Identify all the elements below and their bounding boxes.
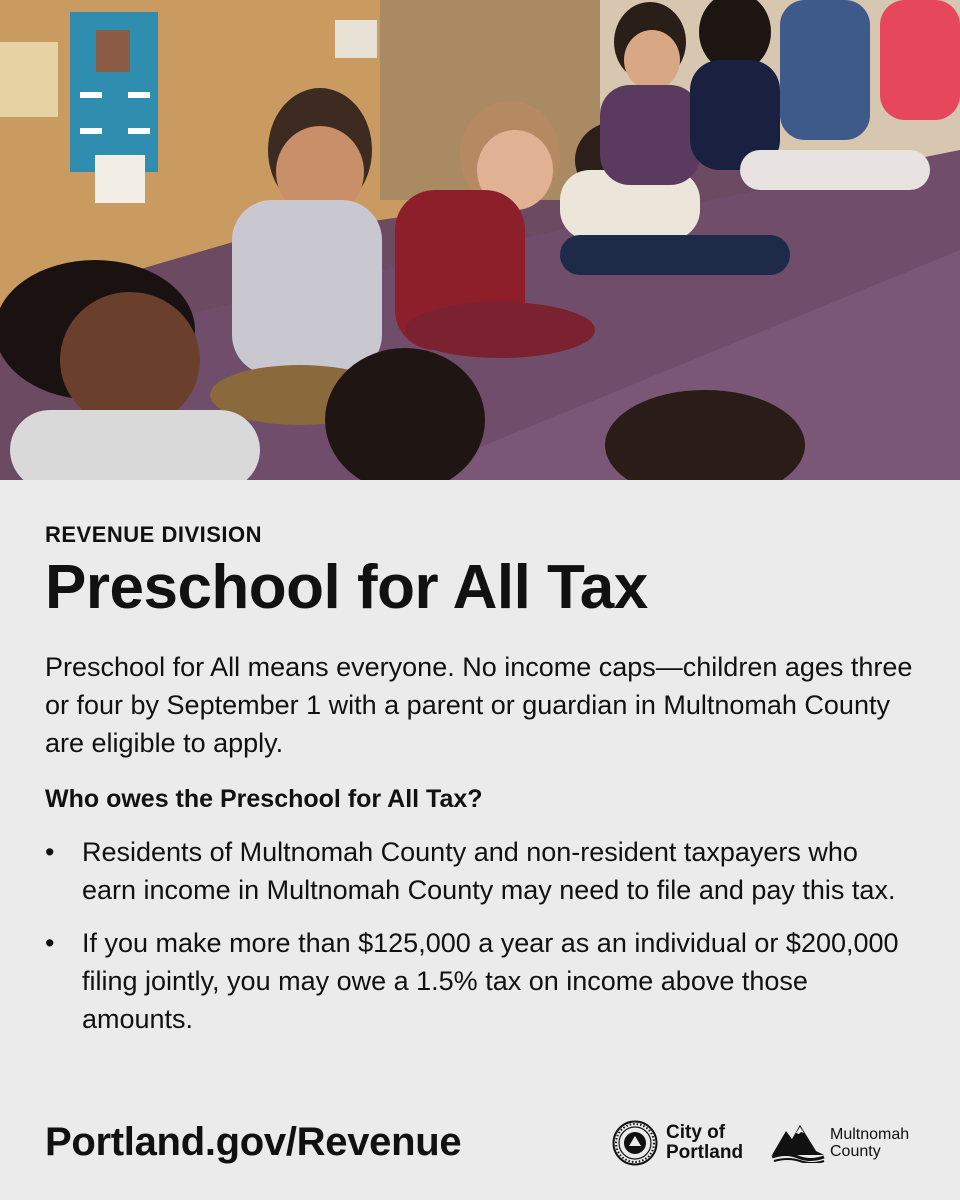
intro-paragraph: Preschool for All means everyone. No income caps—children ages three or four by September 1 with a parent or guardian in Multnomah County are eligible to apply. <box>45 652 913 758</box>
list-item <box>45 833 915 909</box>
city-of-portland-logo <box>612 1118 743 1168</box>
mountain-icon <box>770 1123 826 1163</box>
revenue-url-link[interactable]: Portland.gov/Revenue <box>45 1120 462 1164</box>
list-item <box>45 924 915 1038</box>
question-heading: Who owes the Preschool for All Tax? <box>45 785 483 813</box>
division-label: REVENUE DIVISION <box>45 522 263 547</box>
city-seal-icon <box>612 1120 658 1166</box>
county-logo-text: Multnomah County <box>830 1126 910 1160</box>
multnomah-county-logo <box>770 1118 909 1168</box>
bullet-text: Residents of Multnomah County and non-resident taxpayers who earn income in Multnomah County may need to file and pay this tax. <box>82 837 896 905</box>
classroom-illustration <box>0 0 960 480</box>
city-logo-text: City of Portland <box>666 1122 744 1163</box>
bullet-list <box>45 833 915 1038</box>
page-title: Preschool for All Tax <box>45 553 648 622</box>
bullet-marker: • <box>45 928 55 958</box>
bullet-text: If you make more than $125,000 a year as an individual or $200,000 filing jointly, you may owe a 1.5% tax on income above those amounts. <box>82 928 899 1034</box>
hero-photo <box>0 0 960 480</box>
bullet-marker: • <box>45 837 55 867</box>
